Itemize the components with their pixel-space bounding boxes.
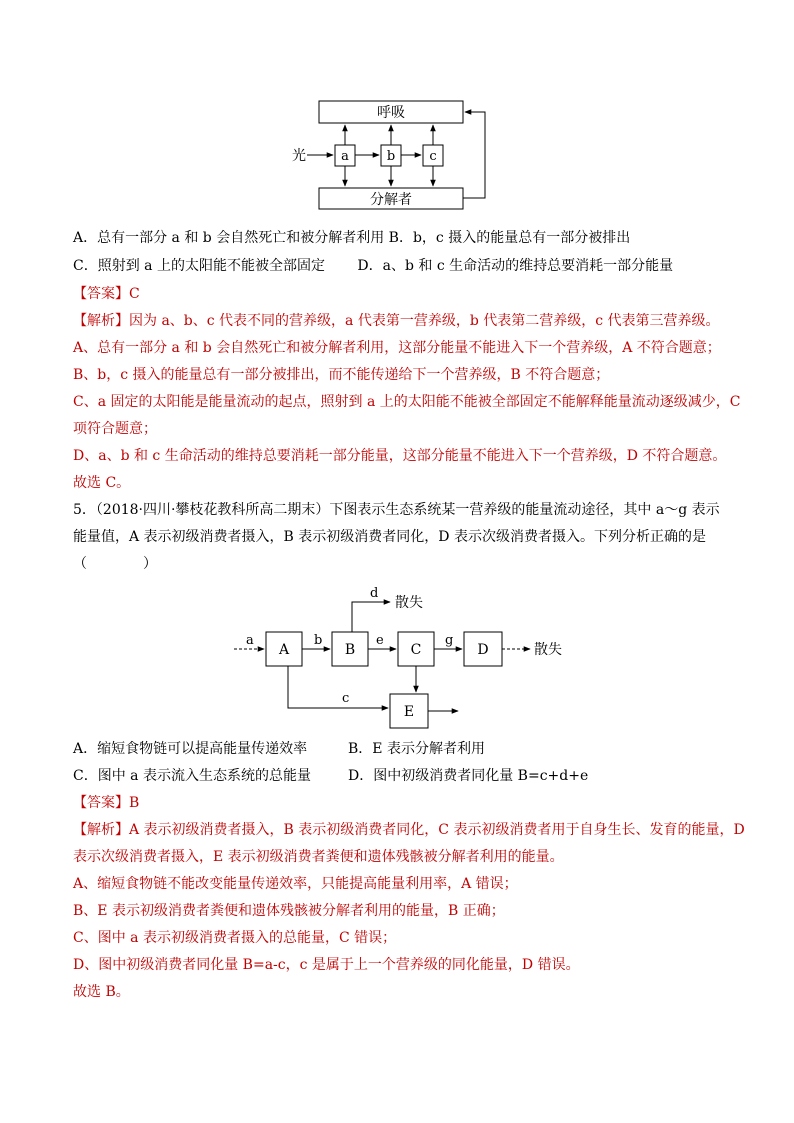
node-b-label: b bbox=[386, 149, 396, 164]
box-A-label: A bbox=[278, 642, 290, 658]
q4-analysis-line: 项符合题意； bbox=[73, 421, 157, 437]
figure-energy-flow-1 bbox=[285, 95, 500, 215]
analysis-text: 因为 a、b、c 代表不同的营养级，a 代表第一营养级，b 代表第二营养级，c 代表第三营养级。 bbox=[129, 313, 720, 329]
respiration-label: 呼吸 bbox=[377, 105, 405, 121]
q5-answer bbox=[73, 793, 139, 813]
q5-analysis-line: C、图中 a 表示初级消费者摄入的总能量，C 错误； bbox=[73, 930, 397, 946]
q5-analysis-line: 故选 B。 bbox=[73, 984, 130, 1000]
answer-tag: 【答案】 bbox=[73, 795, 129, 811]
q5-analysis-line: 表示次级消费者摄入，E 表示初级消费者粪便和遗体残骸被分解者利用的能量。 bbox=[73, 849, 564, 865]
analysis-tag: 【解析】 bbox=[73, 313, 129, 329]
answer-tag: 【答案】 bbox=[73, 286, 129, 302]
q4-option-line-1: A．总有一部分 a 和 b 会自然死亡和被分解者利用 B．b，c 摄入的能量总有一部分被排出 bbox=[73, 230, 631, 246]
q5-option-B: B．E 表示分解者利用 bbox=[348, 741, 485, 757]
q5-analysis-line: A、缩短食物链不能改变能量传递效率，只能提高能量利用率，A 错误； bbox=[73, 876, 518, 892]
label-d: d bbox=[370, 586, 379, 601]
label-c: c bbox=[342, 691, 350, 706]
figure-energy-flow-2 bbox=[230, 582, 575, 732]
arrow-A-E bbox=[288, 666, 388, 708]
q5-stem-line: （ ） bbox=[73, 556, 157, 572]
box-C-label: C bbox=[410, 642, 422, 658]
node-a-label: a bbox=[341, 149, 349, 164]
q5-option-A: A．缩短食物链可以提高能量传递效率 bbox=[73, 741, 308, 757]
label-a: a bbox=[246, 633, 254, 648]
label-b: b bbox=[314, 633, 323, 648]
q4-analysis-line: A、总有一部分 a 和 b 会自然死亡和被分解者利用，这部分能量不能进入下一个营养级，A 不符合题意； bbox=[73, 340, 721, 356]
analysis-tag: 【解析】 bbox=[73, 822, 129, 838]
q4-analysis-line: B、b，c 摄入的能量总有一部分被排出，而不能传递给下一个营养级，B 不符合题意； bbox=[73, 367, 610, 383]
q5-option-D: D．图中初级消费者同化量 B=c+d+e bbox=[348, 768, 589, 784]
box-D-label: D bbox=[477, 642, 489, 658]
q4-analysis-line: D、a、b 和 c 生命活动的维持总要消耗一部分能量，这部分能量不能进入下一个营养级，D 不符合题意。 bbox=[73, 448, 727, 464]
q5-analysis-line: D、图中初级消费者同化量 B=a-c，c 是属于上一个营养级的同化能量，D 错误。 bbox=[73, 957, 580, 973]
node-c-label: c bbox=[429, 149, 437, 164]
q4-analysis-line bbox=[73, 311, 720, 331]
arrow-decomp-resp bbox=[463, 112, 485, 198]
loss-top-label: 散失 bbox=[395, 595, 423, 611]
q5-stem-line: 能量值，A 表示初级消费者摄入，B 表示初级消费者同化，D 表示次级消费者摄入。下列分析正确的是 bbox=[73, 529, 706, 545]
answer-value: C bbox=[129, 286, 140, 302]
q5-analysis-line bbox=[73, 820, 745, 840]
analysis-text: A 表示初级消费者摄入，B 表示初级消费者同化，C 表示初级消费者用于自身生长、发育的能量，D bbox=[129, 822, 745, 838]
decomposer-label: 分解者 bbox=[370, 192, 412, 208]
q5-analysis-line: B、E 表示初级消费者粪便和遗体残骸被分解者利用的能量，B 正确； bbox=[73, 903, 505, 919]
answer-value: B bbox=[129, 795, 140, 811]
q4-answer bbox=[73, 284, 140, 304]
q4-option-line-2: C．照射到 a 上的太阳能不能被全部固定 D．a、b 和 c 生命活动的维持总要消耗一部分能量 bbox=[73, 258, 674, 274]
arrow-B-loss bbox=[352, 602, 390, 632]
light-label: 光 bbox=[292, 148, 306, 164]
label-g: g bbox=[445, 633, 454, 648]
loss-right-label: 散失 bbox=[534, 642, 562, 658]
q4-analysis-line: 故选 C。 bbox=[73, 475, 131, 491]
q5-option-C: C．图中 a 表示流入生态系统的总能量 bbox=[73, 768, 311, 784]
box-B-label: B bbox=[344, 642, 356, 658]
q4-analysis-line: C、a 固定的太阳能是能量流动的起点，照射到 a 上的太阳能不能被全部固定不能解释能量流动逐级减少，C bbox=[73, 394, 741, 410]
q5-stem-line: 5．（2018·四川·攀枝花教科所高二期末）下图表示生态系统某一营养级的能量流动途径，其中 a～g 表示 bbox=[73, 502, 720, 518]
box-E-label: E bbox=[403, 704, 415, 720]
label-e: e bbox=[376, 633, 384, 648]
